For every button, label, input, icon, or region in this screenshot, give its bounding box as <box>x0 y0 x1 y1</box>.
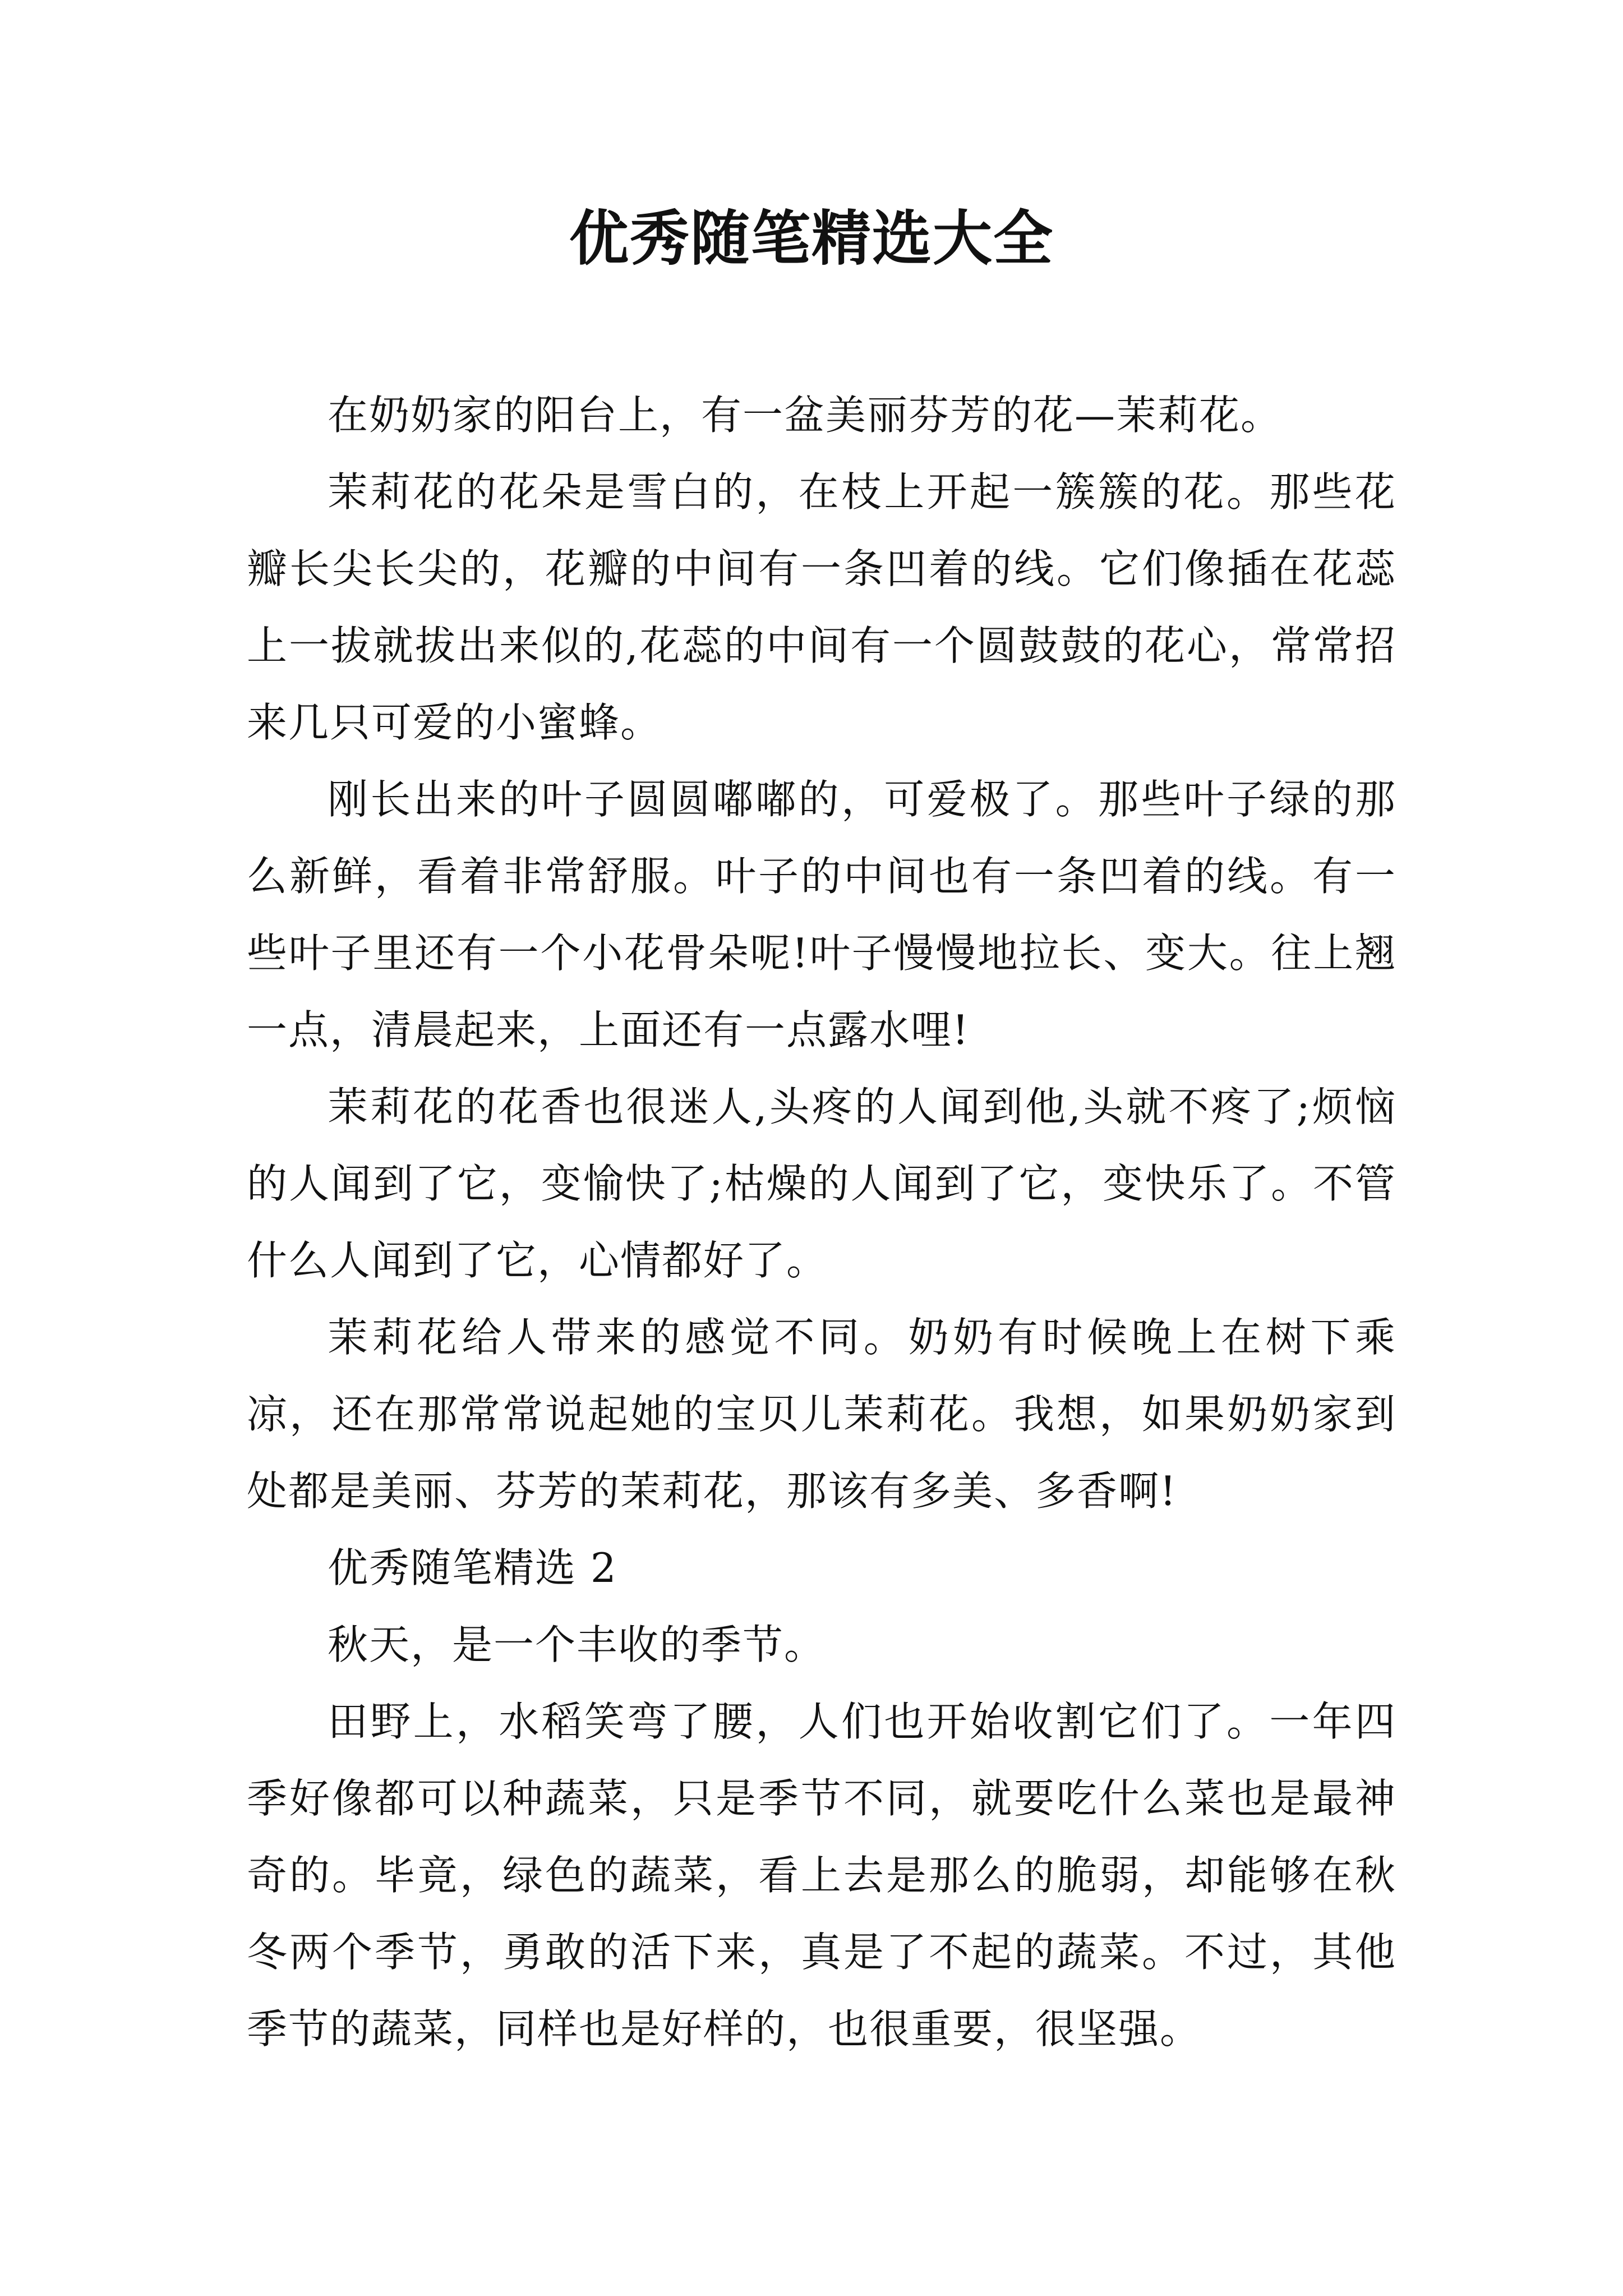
paragraph: 在奶奶家的阳台上，有一盆美丽芬芳的花—茉莉花。 <box>328 392 1283 439</box>
paragraph: 刚长出来的叶子圆圆嘟嘟的，可爱极了。那些叶子绿的那么新鲜，看着非常舒服。叶子的中间也有一条凹着的线。有一些叶子里还有一个小花骨朵呢!叶子慢慢地拉长、变大。往上翘一点，清晨起来，上面还有一点露水哩! <box>247 776 1396 1053</box>
paragraph: 秋天，是一个丰收的季节。 <box>328 1621 826 1668</box>
paragraph: 茉莉花的花香也很迷人,头疼的人闻到他,头就不疼了;烦恼的人闻到了它，变愉快了;枯燥的人闻到了它，变快乐了。不管什么人闻到了它，心情都好了。 <box>247 1083 1396 1284</box>
paragraph: 田野上，水稻笑弯了腰，人们也开始收割它们了。一年四季好像都可以种蔬菜，只是季节不同，就要吃什么菜也是最神奇的。毕竟，绿色的蔬菜，看上去是那么的脆弱，却能够在秋冬两个季节，勇敢的活下来，真是了不起的蔬菜。不过，其他季节的蔬菜，同样也是好样的，也很重要，很坚强。 <box>247 1698 1396 2053</box>
document-title: 优秀随笔精选大全 <box>569 203 1054 273</box>
paragraph: 茉莉花的花朵是雪白的，在枝上开起一簇簇的花。那些花瓣长尖长尖的，花瓣的中间有一条凹着的线。它们像插在花蕊上一拔就拔出来似的,花蕊的中间有一个圆鼓鼓的花心，常常招来几只可爱的小蜜蜂。 <box>247 468 1396 746</box>
document-body <box>247 377 1396 2068</box>
paragraph: 茉莉花给人带来的感觉不同。奶奶有时候晚上在树下乘凉，还在那常常说起她的宝贝儿茉莉花。我想，如果奶奶家到处都是美丽、芬芳的茉莉花，那该有多美、多香啊! <box>247 1314 1396 1515</box>
section-heading: 优秀随笔精选 2 <box>328 1544 617 1591</box>
